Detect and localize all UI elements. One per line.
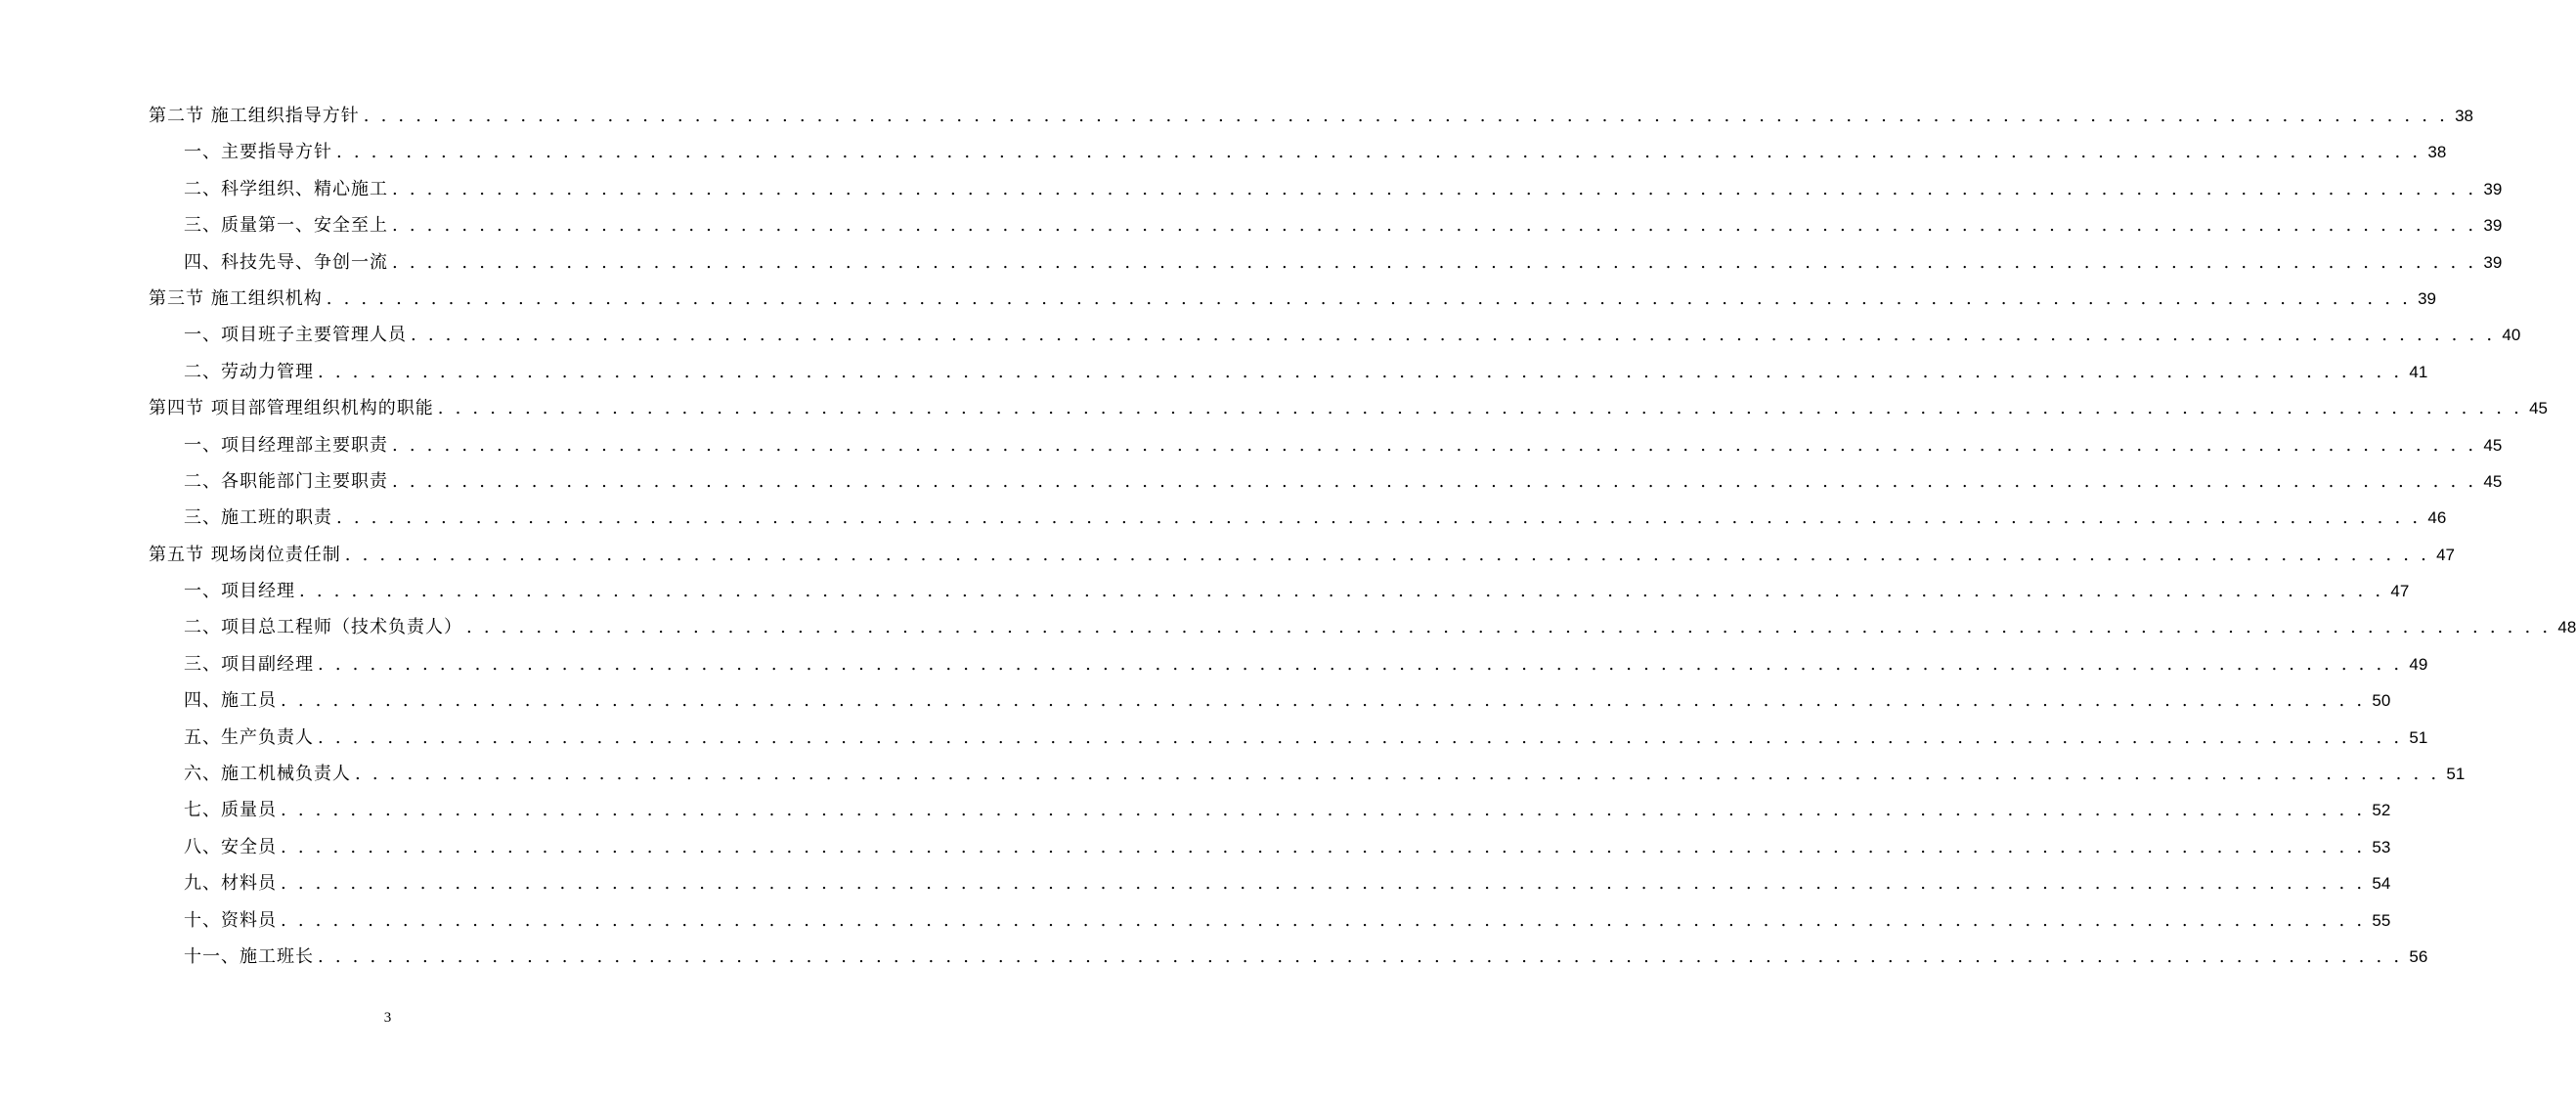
toc-entry-title: 四、科技先导、争创一流 (184, 251, 388, 273)
toc-entry-title: 九、材料员 (184, 873, 277, 895)
toc-dot-leader: . . . . . . . . . . . . . . . . . . . . . . . . . . . . . . . . . . . . . . . . . . . . . . . . . . . . . . . . . . . . . . . . . . . . . . . . . . . . . . . . . . . . . . . . . . . . . . . . . . . . . . . . . . . . . . . . . . . . . . . . (336, 142, 2422, 163)
toc-entry-page: 48 (2557, 618, 2576, 637)
toc-entry-title: 三、质量第一、安全至上 (184, 215, 388, 237)
toc-entry-page: 39 (2483, 179, 2503, 198)
toc-dot-leader: . . . . . . . . . . . . . . . . . . . . . . . . . . . . . . . . . . . . . . . . . . . . . . . . . . . . . . . . . . . . . . . . . . . . . . . . . . . . . . . . . . . . . . . . . . . . . . . . . . . . . . . . . . . . . . . . . . . . . . . . (392, 215, 2477, 237)
toc-dot-leader: . . . . . . . . . . . . . . . . . . . . . . . . . . . . . . . . . . . . . . . . . . . . . . . . . . . . . . . . . . . . . . . . . . . . . . . . . . . . . . . . . . . . . . . . . . . . . . . . . . . . . . . . . . . . . . . . . . . . . . . . (281, 836, 2366, 857)
toc-entry[interactable] (149, 427, 2503, 463)
toc-entry[interactable] (149, 865, 2391, 901)
toc-entry-page: 38 (2455, 107, 2474, 125)
toc-entry-page: 55 (2372, 910, 2391, 930)
toc-entry[interactable] (149, 720, 2428, 756)
toc-entry-page: 45 (2483, 435, 2503, 455)
toc-entry[interactable] (149, 902, 2391, 939)
toc-entry[interactable] (149, 207, 2503, 243)
toc-dot-leader: . . . . . . . . . . . . . . . . . . . . . . . . . . . . . . . . . . . . . . . . . . . . . . . . . . . . . . . . . . . . . . . . . . . . . . . . . . . . . . . . . . . . . . . . . . . . . . . . . . . . . . . . . . . . . . . . . . . . . . . . (318, 361, 2403, 382)
toc-dot-leader: . . . . . . . . . . . . . . . . . . . . . . . . . . . . . . . . . . . . . . . . . . . . . . . . . . . . . . . . . . . . . . . . . . . . . . . . . . . . . . . . . . . . . . . . . . . . . . . . . . . . . . . . . . . . . . . . . . . . . . . . (344, 544, 2430, 565)
toc-entry[interactable] (149, 463, 2503, 500)
toc-dot-leader: . . . . . . . . . . . . . . . . . . . . . . . . . . . . . . . . . . . . . . . . . . . . . . . . . . . . . . . . . . . . . . . . . . . . . . . . . . . . . . . . . . . . . . . . . . . . . . . . . . . . . . . . . . . . . . . . . . . . . . . . (363, 106, 2449, 126)
toc-entry-page: 39 (2483, 216, 2503, 236)
toc-entry-page: 49 (2409, 654, 2428, 674)
toc-entry-title: 五、生产负责人 (184, 726, 314, 748)
toc-entry-title: 第四节 项目部管理组织机构的职能 (149, 398, 434, 419)
toc-entry-title: 四、施工员 (184, 690, 277, 712)
toc-entry-page: 47 (2390, 582, 2410, 601)
toc-entry[interactable] (149, 281, 2437, 317)
toc-entry-page: 40 (2502, 326, 2521, 345)
toc-entry-title: 一、项目经理部主要职责 (184, 434, 388, 456)
toc-entry-title: 一、项目经理 (184, 581, 295, 602)
toc-entry-page: 54 (2372, 874, 2391, 894)
toc-entry[interactable] (149, 682, 2391, 719)
toc-entry[interactable] (149, 98, 2474, 134)
toc-entry[interactable] (149, 792, 2391, 828)
toc-entry-page: 46 (2427, 508, 2447, 528)
toc-dot-leader: . . . . . . . . . . . . . . . . . . . . . . . . . . . . . . . . . . . . . . . . . . . . . . . . . . . . . . . . . . . . . . . . . . . . . . . . . . . . . . . . . . . . . . . . . . . . . . . . . . . . . . . . . . . . . . . . . . . . . . . . (392, 251, 2477, 273)
toc-entry[interactable] (149, 500, 2447, 536)
toc-dot-leader: . . . . . . . . . . . . . . . . . . . . . . . . . . . . . . . . . . . . . . . . . . . . . . . . . . . . . . . . . . . . . . . . . . . . . . . . . . . . . . . . . . . . . . . . . . . . . . . . . . . . . . . . . . . . . . . . . . . . . . . . (281, 909, 2366, 931)
toc-dot-leader: . . . . . . . . . . . . . . . . . . . . . . . . . . . . . . . . . . . . . . . . . . . . . . . . . . . . . . . . . . . . . . . . . . . . . . . . . . . . . . . . . . . . . . . . . . . . . . . . . . . . . . . . . . . . . . . . . . . . . . . . (326, 287, 2412, 309)
toc-dot-leader: . . . . . . . . . . . . . . . . . . . . . . . . . . . . . . . . . . . . . . . . . . . . . . . . . . . . . . . . . . . . . . . . . . . . . . . . . . . . . . . . . . . . . . . . . . . . . . . . . . . . . . . . . . . . . . . . . . . . . . . . (411, 325, 2496, 346)
toc-entry[interactable] (149, 939, 2428, 975)
toc-dot-leader: . . . . . . . . . . . . . . . . . . . . . . . . . . . . . . . . . . . . . . . . . . . . . . . . . . . . . . . . . . . . . . . . . . . . . . . . . . . . . . . . . . . . . . . . . . . . . . . . . . . . . . . . . . . . . . . . . . . . . . . . (299, 581, 2384, 602)
toc-entry-page: 51 (2409, 727, 2428, 747)
toc-entry-title: 七、质量员 (184, 800, 277, 821)
toc-dot-leader: . . . . . . . . . . . . . . . . . . . . . . . . . . . . . . . . . . . . . . . . . . . . . . . . . . . . . . . . . . . . . . . . . . . . . . . . . . . . . . . . . . . . . . . . . . . . . . . . . . . . . . . . . . . . . . . . . . . . . . . . (336, 507, 2422, 529)
toc-dot-leader: . . . . . . . . . . . . . . . . . . . . . . . . . . . . . . . . . . . . . . . . . . . . . . . . . . . . . . . . . . . . . . . . . . . . . . . . . . . . . . . . . . . . . . . . . . . . . . . . . . . . . . . . . . . . . . . . . . . . . . . . (355, 764, 2440, 785)
toc-entry-title: 第二节 施工组织指导方针 (149, 106, 360, 126)
toc-entry-page: 50 (2372, 691, 2391, 711)
toc-entry-title: 二、各职能部门主要职责 (184, 470, 388, 492)
toc-entry[interactable] (149, 134, 2447, 170)
toc-entry-page: 39 (2483, 252, 2503, 272)
toc-entry[interactable] (149, 573, 2410, 609)
toc-entry[interactable] (149, 244, 2503, 281)
toc-entry-page: 52 (2372, 801, 2391, 820)
toc-entry-title: 第五节 现场岗位责任制 (149, 544, 341, 565)
toc-dot-leader: . . . . . . . . . . . . . . . . . . . . . . . . . . . . . . . . . . . . . . . . . . . . . . . . . . . . . . . . . . . . . . . . . . . . . . . . . . . . . . . . . . . . . . . . . . . . . . . . . . . . . . . . . . . . . . . . . . . . . . . . (281, 690, 2366, 712)
toc-entry-page: 56 (2409, 946, 2428, 966)
toc-entry-title: 二、劳动力管理 (184, 361, 314, 382)
page-number: 3 (383, 1010, 392, 1026)
toc-entry[interactable] (149, 354, 2428, 390)
toc-dot-leader: . . . . . . . . . . . . . . . . . . . . . . . . . . . . . . . . . . . . . . . . . . . . . . . . . . . . . . . . . . . . . . . . . . . . . . . . . . . . . . . . . . . . . . . . . . . . . . . . . . . . . . . . . . . . . . . . . . . . . . . . (318, 653, 2403, 675)
toc-entry-title: 六、施工机械负责人 (184, 764, 351, 785)
toc-entry[interactable] (149, 171, 2503, 207)
toc-dot-leader: . . . . . . . . . . . . . . . . . . . . . . . . . . . . . . . . . . . . . . . . . . . . . . . . . . . . . . . . . . . . . . . . . . . . . . . . . . . . . . . . . . . . . . . . . . . . . . . . . . . . . . . . . . . . . . . . . . . . . . . . (392, 434, 2477, 456)
toc-entry-page: 39 (2418, 288, 2437, 308)
toc-entry-title: 一、主要指导方针 (184, 142, 332, 163)
toc-dot-leader: . . . . . . . . . . . . . . . . . . . . . . . . . . . . . . . . . . . . . . . . . . . . . . . . . . . . . . . . . . . . . . . . . . . . . . . . . . . . . . . . . . . . . . . . . . . . . . . . . . . . . . . . . . . . . . . . . . . . . . . . (281, 800, 2366, 821)
toc-entry-title: 一、项目班子主要管理人员 (184, 325, 407, 346)
toc-entry[interactable] (149, 390, 2549, 426)
toc-entry-page: 51 (2446, 765, 2466, 784)
toc-entry[interactable] (149, 317, 2521, 353)
toc-entry-page: 41 (2409, 362, 2428, 381)
toc-entry[interactable] (149, 537, 2456, 573)
toc-entry[interactable] (149, 609, 2576, 645)
toc-entry-title: 三、项目副经理 (184, 653, 314, 675)
toc-entry-title: 十一、施工班长 (184, 945, 314, 967)
toc-entry-page: 38 (2427, 143, 2447, 162)
toc-entry-page: 53 (2372, 837, 2391, 856)
toc-entry[interactable] (149, 756, 2466, 792)
toc-dot-leader: . . . . . . . . . . . . . . . . . . . . . . . . . . . . . . . . . . . . . . . . . . . . . . . . . . . . . . . . . . . . . . . . . . . . . . . . . . . . . . . . . . . . . . . . . . . . . . . . . . . . . . . . . . . . . . . . . . . . . . . . (318, 726, 2403, 748)
toc-dot-leader: . . . . . . . . . . . . . . . . . . . . . . . . . . . . . . . . . . . . . . . . . . . . . . . . . . . . . . . . . . . . . . . . . . . . . . . . . . . . . . . . . . . . . . . . . . . . . . . . . . . . . . . . . . . . . . . . . . . . . . . . (318, 945, 2403, 967)
toc-entry-title: 第三节 施工组织机构 (149, 287, 323, 309)
toc-entry-title: 二、项目总工程师（技术负责人） (184, 617, 462, 638)
toc-dot-leader: . . . . . . . . . . . . . . . . . . . . . . . . . . . . . . . . . . . . . . . . . . . . . . . . . . . . . . . . . . . . . . . . . . . . . . . . . . . . . . . . . . . . . . . . . . . . . . . . . . . . . . . . . . . . . . . . . . . . . . . . (392, 470, 2477, 492)
toc-entry-page: 45 (2483, 471, 2503, 491)
toc-entry-title: 十、资料员 (184, 909, 277, 931)
toc-entry-page: 47 (2436, 545, 2456, 564)
toc-entry-title: 八、安全员 (184, 836, 277, 857)
toc-dot-leader: . . . . . . . . . . . . . . . . . . . . . . . . . . . . . . . . . . . . . . . . . . . . . . . . . . . . . . . . . . . . . . . . . . . . . . . . . . . . . . . . . . . . . . . . . . . . . . . . . . . . . . . . . . . . . . . . . . . . . . . . (437, 398, 2523, 419)
toc-dot-leader: . . . . . . . . . . . . . . . . . . . . . . . . . . . . . . . . . . . . . . . . . . . . . . . . . . . . . . . . . . . . . . . . . . . . . . . . . . . . . . . . . . . . . . . . . . . . . . . . . . . . . . . . . . . . . . . . . . . . . . . . (392, 178, 2477, 199)
toc-entry[interactable] (149, 646, 2428, 682)
toc-entry-title: 二、科学组织、精心施工 (184, 178, 388, 199)
toc-entry-page: 45 (2529, 399, 2549, 418)
toc-dot-leader: . . . . . . . . . . . . . . . . . . . . . . . . . . . . . . . . . . . . . . . . . . . . . . . . . . . . . . . . . . . . . . . . . . . . . . . . . . . . . . . . . . . . . . . . . . . . . . . . . . . . . . . . . . . . . . . . . . . . . . . . (466, 617, 2552, 638)
toc-dot-leader: . . . . . . . . . . . . . . . . . . . . . . . . . . . . . . . . . . . . . . . . . . . . . . . . . . . . . . . . . . . . . . . . . . . . . . . . . . . . . . . . . . . . . . . . . . . . . . . . . . . . . . . . . . . . . . . . . . . . . . . . (281, 873, 2366, 895)
toc-entry[interactable] (149, 829, 2391, 865)
table-of-contents (149, 98, 2576, 975)
toc-entry-title: 三、施工班的职责 (184, 507, 332, 529)
